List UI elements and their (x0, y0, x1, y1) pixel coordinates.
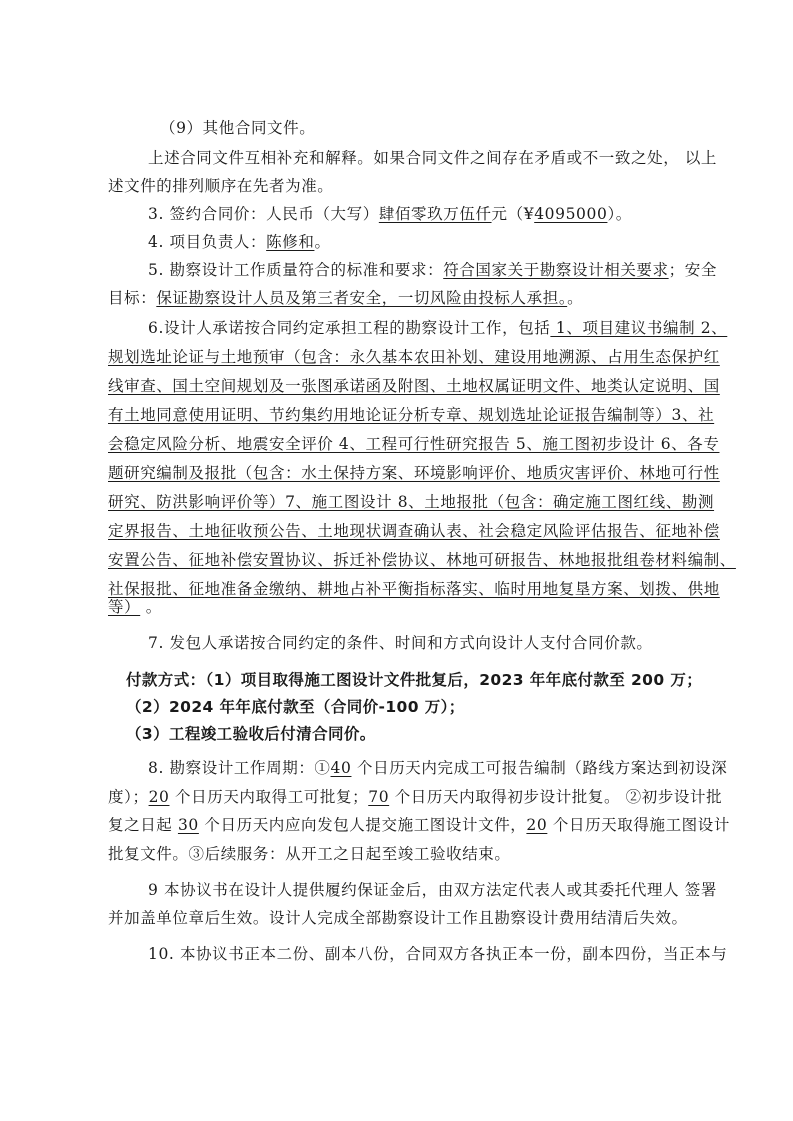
scope-line-2: 规划选址论证与土地预审（包含：永久基本农田补划、建设用地溯源、占用生态保护红 (108, 348, 720, 366)
scope-line-9: 安置公告、征地补偿安置协议、拆迁补偿协议、林地可研报告、林地报批组卷材料编制、 (108, 551, 736, 569)
period-line-3: 复之日起 30 个日历天内应向发包人提交施工图设计文件，20 个日历天取得施工图设计 (108, 816, 730, 834)
priority-line-1: 上述合同文件互相补充和解释。如果合同文件之间存在矛盾或不一致之处， 以上 (148, 149, 718, 167)
period-line-2: 度）；20 个日历天内取得工可批复；70 个日历天内取得初步设计批复。 ②初步设计批 (108, 788, 723, 806)
period-line-4: 批复文件。③后续服务：从开工之日起至竣工验收结束。 (108, 845, 511, 863)
scope-line-10: 社保报批、征地准备金缴纳、耕地占补平衡指标落实、临时用地复垦方案、划拨、供地 (108, 580, 720, 598)
item-10: 10. 本协议书正本二份、副本八份，合同双方各执正本一份，副本四份，当正本与 (148, 945, 728, 963)
leader-name: 陈修和 (266, 233, 315, 251)
amount-numeric: 4095000 (534, 205, 608, 223)
priority-line-2: 述文件的排列顺序在先者为准。 (108, 177, 334, 195)
payment-line-3: （3）工程竣工验收后付清合同价。 (126, 725, 376, 743)
scope-line-11: 等） 。 (108, 598, 162, 616)
item-9: （9）其他合同文件。 (160, 119, 316, 137)
scope-line-5: 会稳定风险分析、地震安全评价 4、工程可行性研究报告 5、施工图初步设计 6、各专 (108, 435, 720, 453)
scope-line-6: 题研究编制及报批（包含：水土保持方案、环境影响评价、地质灾害评价、林地可行性 (108, 464, 720, 482)
scope-line-3: 线审查、国土空间规划及一张图承诺函及附图、土地权属证明文件、地类认定说明、国 (108, 377, 720, 395)
scope-line-8: 定界报告、土地征收预公告、土地现状调查确认表、社会稳定风险评估报告、征地补偿 (108, 522, 720, 540)
period-line-1: 8. 勘察设计工作周期：①40 个日历天内完成工可报告编制（路线方案达到初设深 (148, 759, 728, 777)
amount-in-words: 肆佰零玖万伍仟 (378, 205, 492, 223)
scope-line-1: 6.设计人承诺按合同约定承担工程的勘察设计工作，包括 1、项目建议书编制 2、 (148, 319, 728, 337)
scope-line-7: 研究、防洪影响评价等）7、施工图设计 8、土地报批（包含：确定施工图红线、勘测 (108, 493, 715, 511)
project-leader: 4. 项目负责人：陈修和。 (148, 233, 331, 251)
payment-line-1: 付款方式：（1）项目取得施工图设计文件批复后，2023 年年底付款至 200 万； (126, 671, 703, 689)
quality-standard-line-1: 5. 勘察设计工作质量符合的标准和要求：符合国家关于勘察设计相关要求；安全 (148, 261, 717, 279)
item-7: 7. 发包人承诺按合同约定的条件、时间和方式向设计人支付合同价款。 (148, 634, 653, 652)
effectiveness-line-1: 9 本协议书在设计人提供履约保证金后，由双方法定代表人或其委托代理人 签署 (148, 881, 717, 899)
contract-price: 3. 签约合同价：人民币（大写）肆佰零玖万伍仟元（¥4095000）。 (148, 205, 632, 223)
scope-line-4: 有土地同意使用证明、节约集约用地论证分析专章、规划选址论证报告编制等）3、社 (108, 406, 715, 424)
effectiveness-line-2: 并加盖单位章后生效。设计人完成全部勘察设计工作且勘察设计费用结清后失效。 (108, 909, 688, 927)
quality-standard-line-2: 目标：保证勘察设计人员及第三者安全，一切风险由投标人承担。。 (108, 289, 584, 307)
payment-line-2: （2）2024 年年底付款至（合同价-100 万）； (126, 698, 465, 716)
